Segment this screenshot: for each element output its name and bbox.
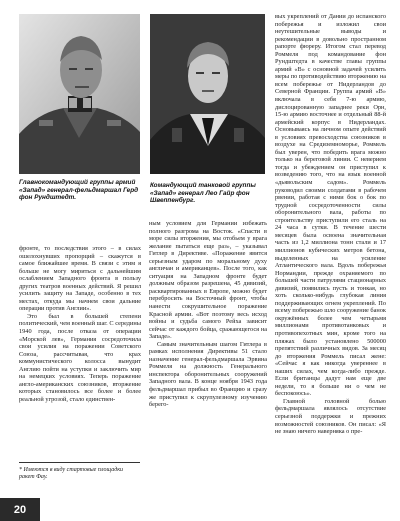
portrait-photo-rundstedt (19, 14, 140, 174)
paragraph: Самым значительным шагом Гитлера в рамках исполнения Директивы 51 стало назначение генерал-фельдмаршала Эрвина Роммеля на должность Генерального инспектора оборонительных сооружений Западного вала. В конце ноября 1943 года фельдмаршал прибыл во Францию и сразу же приступил к скрупулезному изучению берего- (149, 340, 267, 409)
column-text (149, 220, 267, 409)
footnote: * Имеются в виду стартовые площадки ракет Фау. (19, 462, 140, 481)
paragraph: вых укреплений от Дании до испанского побережья и изложил свои неутешительные выводы и рекомендации в довольно пространном рапорте фюреру. Итогом стал перевод Роммеля под командование фон Рундштедта в качестве главы группы армий «В» с основной задачей усилить меры по противодействию вторжению на всем побережье от Нидерландов до Северной Франции. Группа армий «В» включала в себя 7-ю армию, дислоцированную западнее реки Орн, 15-ю армию восточнее и отдельный 88-й армейский корпус в Нидерландах. Основываясь на личном опыте действий в условиях превосходства союзников в воздухе на Средиземноморье, Роммель был уверен, что победить врага можно только на береговой линии. С неверием тогда и убеждением он приступил к возведению того, что на язык военной «дьявольским садом». Роммель руководил своими солдатами в рабочем рвении, работая с ними бок о бок по трудной сосредоточенности силы оборонительного вала, работы по строительству приступили его сталь на 24 часа в сутки. В течение шести месяцев была освоена значительная часть из 1,2 миллиона тонн стали и 17 миллионов кубических метров бетона, выделенных на усиление Атлантического вала. Вдоль побережья Нормандии, прежде охраняемого по большей части патрулями стационарных дивизий, появились пусть и тонкая, но хоть сколько-нибудь глубокая линия поддерживающих огнем укреплений. По всему побережью шло сооружение банок окружённых более чем четырьмя миллионами противотанковых и противопехотных мин, кроме того на пляжах было установлено 500000 препятствий различных видов. За месяц до вторжения Роммель писал жене: «Сейчас я как никогда увереннее в наших силах, чем когда-либо прежде. Если британцы дадут нам еще две недели, то я больше ни о чем не беспокоюсь». (275, 13, 386, 398)
paragraph: Главной головной болью фельдмаршала являлось отсутствие серьезной поддержки и прежних возможностей союзников. Он писал: «Я не знаю ничего наверняка о пре- (275, 397, 386, 436)
text-column-3 (275, 13, 386, 495)
portrait-image (150, 14, 265, 174)
column-text (19, 245, 141, 403)
text-column-1 (19, 245, 141, 460)
page-number: 20 (0, 498, 40, 521)
paragraph: ным условием для Германии избежать полного разгрома на Восток. «Спасти в море силы вторжения, мы отобьем у врага желание пытаться еще раз», – указывал Гитлер в Директиве. «Поражение явится серьезным ударом по моральному духу англичан и американцев». После того, как ситуация на Западном фронте будет должным образом разрешена, 45 дивизий, расквартированных в Европе, можно будет перебросить на Восточный фронт, чтобы нанести сокрушительное поражение Красной армии. «Вот поэтому весь исход войны и судьба самого Рейха зависит сейчас от каждого бойца, сражающегося на Западе». (149, 220, 267, 341)
portrait-photo-geyr (150, 14, 265, 174)
paragraph: Это был в большей степени политический, чем военный шаг. С середины 1940 года, после отказа от операции «Морской лев», Германия сосредоточила свои усилия на поражении Советского Союза, рассчитывая, что крах коммунистического колосса вынудит Англию пойти на уступки и заключить мир на немецких условиях. Теперь поражение англо-американских союзников, вторжение которых становилось все более и более реальной угрозой, стало единствен- (19, 312, 141, 403)
photo-caption-right: Командующий танковой группы «Запад» генерал Лео Гайр фон Швеппенбург. (150, 182, 256, 205)
column-text (275, 13, 386, 436)
text-column-2 (149, 220, 267, 495)
portrait-image (19, 14, 140, 174)
photo-caption-left: Главнокомандующий группы армий «Запад» генерал-фельдмаршал Герд фон Рундштедт. (19, 179, 139, 202)
paragraph: фронте, то последствия этого – в силах ошелохнувших пропорций – скажутся в самое ближайшее время. В связи с этим я больше не могу мириться с дальнейшим ослаблением Западного фронта в пользу других театров военных действий. Я решил усилить защиту на Западе, особенно в тех местах, откуда мы начнем свои дальние операции против Англии». (19, 245, 141, 313)
